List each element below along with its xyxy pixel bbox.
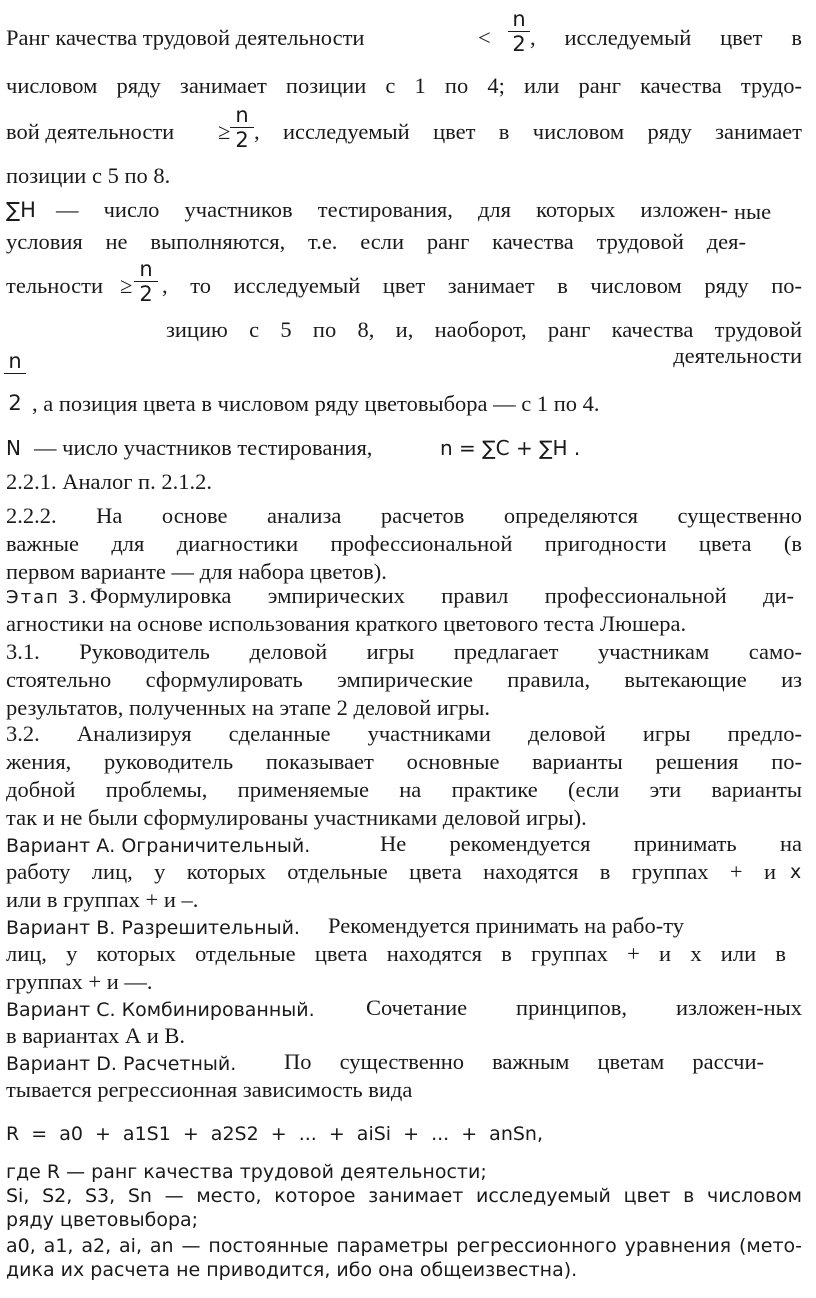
- p2-line1-end: ные: [734, 199, 772, 224]
- def-a-line1: a0, a1, a2, ai, an — постоянные параметры регрессионного уравнения (мето-: [6, 1235, 802, 1257]
- frac-den: 2: [512, 32, 526, 56]
- s32-line3: добной проблемы, применяемые на практике (если эти варианты: [6, 777, 802, 802]
- def-s-line2: ряду цветовыбора;: [6, 1209, 199, 1231]
- s32-line1: 3.2. Анализируя сделанные участниками деловой игры предло-: [6, 721, 802, 746]
- n-formula: n = ∑С + ∑Н .: [440, 436, 581, 460]
- variant-a-line2: работу лиц, у которых отдельные цвета находятся в группах + и: [6, 859, 776, 884]
- p2-line6: , а позиция цвета в числовом ряду цветовыбора — с 1 по 4.: [32, 391, 600, 416]
- variant-c-line2: в вариантах А и В.: [6, 1023, 186, 1048]
- s222-line1: 2.2.2. На основе анализа расчетов определяются существенно: [6, 503, 802, 528]
- sum-h: ∑Н: [6, 198, 36, 222]
- p1-line1a: Ранг качества трудовой деятельности: [6, 25, 365, 50]
- s222-line3: первом варианте — для набора цветов).: [6, 559, 387, 584]
- def-a-line2: дика их расчета не приводится, ибо она общеизвестна).: [6, 1259, 578, 1281]
- p1-fraction2: [230, 104, 254, 151]
- frac-den: 2: [8, 391, 22, 415]
- frac-den: 2: [139, 282, 153, 306]
- s31-line3: результатов, полученных на этапе 2 деловой игры.: [6, 695, 491, 720]
- p1-ge: ≥: [218, 119, 231, 144]
- variant-c-label: Вариант С. Комбинированный.: [6, 999, 315, 1021]
- p2-line4: зицию с 5 по 8, и, наоборот, ранг качества трудовой: [166, 317, 802, 342]
- s32-line2: жения, руководитель показывает основные варианты решения по-: [6, 749, 802, 774]
- p2-fraction: [134, 258, 158, 305]
- variant-b-line2: лиц, у которых отдельные цвета находятся в группах + и х или в: [6, 941, 786, 966]
- variant-d-label: Вариант D. Расчетный.: [6, 1053, 237, 1075]
- frac-num: n: [235, 103, 249, 127]
- frac-den: 2: [235, 128, 249, 152]
- p1-line4: позиции с 5 по 8.: [6, 163, 171, 188]
- def-r: где R — ранг качества трудовой деятельности;: [6, 1161, 487, 1183]
- variant-b-line3: группах + и —.: [6, 969, 153, 994]
- regression-formula: R = a0 + a1S1 + a2S2 + ... + aiSi + ... + anSn,: [6, 1123, 544, 1145]
- stage3-label: Этап 3.: [6, 587, 89, 608]
- p1-line3a: вой деятельности: [6, 119, 175, 144]
- stage3-line2: агностики на основе использования краткого цветового теста Люшера.: [6, 611, 687, 636]
- p2-line3a: тельности: [6, 273, 104, 298]
- frac-num: n: [8, 349, 22, 373]
- s32-line4: так и не были сформулированы участниками деловой игры).: [6, 805, 587, 830]
- p1-line1b: , исследуемый цвет в: [530, 25, 802, 50]
- stage3-line1: Формулировка эмпирических правил профессиональной ди-: [90, 583, 794, 608]
- p2-line2: условия не выполняются, т.е. если ранг качества трудовой дея-: [6, 229, 746, 254]
- frac-num: n: [139, 257, 153, 281]
- s31-line1: 3.1. Руководитель деловой игры предлагает участникам само-: [6, 639, 802, 664]
- p2-line3b: , то исследуемый цвет занимает в числовом ряду по-: [162, 273, 802, 298]
- p1-line3b: , исследуемый цвет в числовом ряду занимает: [254, 119, 802, 144]
- variant-a-line1: Не рекомендуется принимать на: [380, 831, 802, 856]
- variant-c-line1: Сочетание принципов, изложен-ных: [366, 995, 802, 1020]
- variant-b-line1: Рекомендуется принимать на рабо-ту: [328, 913, 685, 938]
- def-s-line1: Si, S2, S3, Sn — место, которое занимает исследуемый цвет в числовом: [6, 1185, 802, 1207]
- p1-lt: <: [478, 25, 491, 50]
- s31-line2: стоятельно сформулировать эмпирические правила, вытекающие из: [6, 667, 802, 692]
- variant-a-x: х: [790, 861, 802, 883]
- frac-num: n: [512, 7, 526, 31]
- section-2-2-1: 2.2.1. Аналог п. 2.1.2.: [6, 469, 212, 494]
- p3-text: — число участников тестирования,: [34, 435, 373, 460]
- p2-line1: — число участников тестирования, для которых изложен-: [56, 197, 728, 222]
- variant-a-line3: или в группах + и –.: [6, 887, 199, 912]
- var-n: N: [6, 436, 21, 460]
- variant-b-label: Вариант В. Разрешительный.: [6, 917, 300, 939]
- variant-d-line1: По существенно важным цветам рассчи-: [284, 1049, 764, 1074]
- p2-line5: деятельности: [673, 343, 802, 368]
- frac-bar: [4, 373, 26, 374]
- variant-a-label: Вариант А. Ограничительный.: [6, 835, 311, 857]
- p2-fraction2: [4, 350, 26, 414]
- s222-line2: важные для диагностики профессиональной пригодности цвета (в: [6, 531, 802, 556]
- p1-fraction: [508, 8, 530, 55]
- p1-line2: числовом ряду занимает позиции с 1 по 4; или ранг качества трудо-: [6, 73, 802, 98]
- p2-ge: ≥: [120, 273, 133, 298]
- variant-d-line2: тывается регрессионная зависимость вида: [6, 1077, 413, 1102]
